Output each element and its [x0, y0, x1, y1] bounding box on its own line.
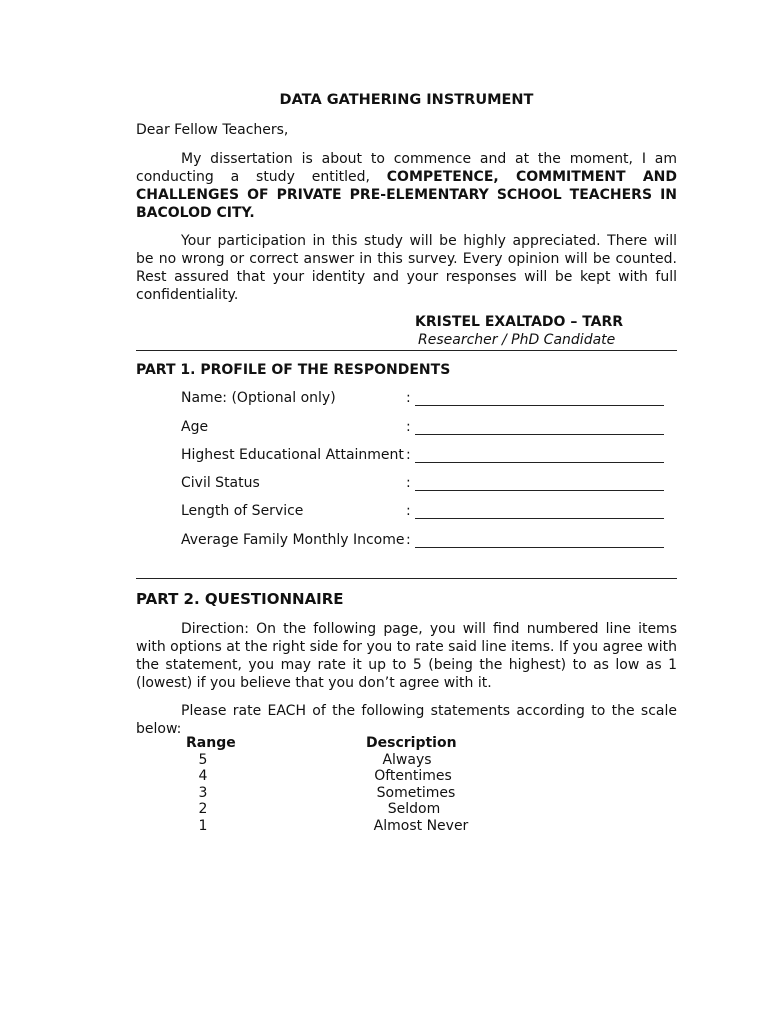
field-colon: : — [406, 475, 411, 491]
field-label-length-of-service: Length of Service — [181, 503, 304, 519]
researcher-name: KRISTEL EXALTADO – TARR — [415, 314, 624, 330]
field-label-income: Average Family Monthly Income — [181, 532, 405, 548]
name-field[interactable] — [415, 391, 664, 406]
scale-range: 4 — [198, 768, 208, 784]
scale-range: 2 — [198, 801, 208, 817]
field-colon: : — [406, 390, 411, 406]
scale-description: Oftentimes — [374, 768, 452, 784]
section-divider — [136, 350, 677, 351]
salutation: Dear Fellow Teachers, — [136, 122, 289, 138]
scale-header-description: Description — [366, 735, 457, 751]
section-divider — [136, 578, 677, 579]
field-label-education: Highest Educational Attainment — [181, 447, 404, 463]
scale-range: 1 — [198, 818, 208, 834]
field-label-civil-status: Civil Status — [181, 475, 260, 491]
direction-paragraph: Direction: On the following page, you will find numbered line items with options at the right side for you to rate said line items. If you agree with the statement, you may rate it up to 5 (being the highest) to as low as 1 (lowest) if you believe that you don’t agree with it. — [136, 621, 677, 691]
researcher-role: Researcher / PhD Candidate — [418, 332, 616, 348]
part2-heading: PART 2. QUESTIONNAIRE — [136, 590, 344, 608]
field-colon: : — [406, 447, 411, 463]
age-field[interactable] — [415, 420, 664, 435]
scale-range: 3 — [198, 785, 208, 801]
scale-range: 5 — [198, 752, 208, 768]
field-colon: : — [406, 532, 411, 548]
field-label-name: Name: (Optional only) — [181, 390, 336, 406]
field-label-age: Age — [181, 419, 209, 435]
scale-description: Almost Never — [373, 818, 469, 834]
scale-description: Always — [382, 752, 432, 768]
intro-text: My dissertation is about to commence and at the moment, I am conducting a study entitled, — [136, 151, 677, 185]
civil-status-field[interactable] — [415, 476, 664, 491]
scale-description: Sometimes — [376, 785, 456, 801]
scale-header-range: Range — [186, 735, 236, 751]
scale-description: Seldom — [387, 801, 441, 817]
intro-paragraph — [136, 150, 677, 222]
study-title: COMPETENCE, COMMITMENT AND CHALLENGES OF PRIVATE PRE-ELEMENTARY SCHOOL TEACHERS IN BACOLOD CITY. — [136, 169, 677, 221]
education-field[interactable] — [415, 448, 664, 463]
field-colon: : — [406, 419, 411, 435]
part1-heading: PART 1. PROFILE OF THE RESPONDENTS — [136, 362, 451, 378]
length-of-service-field[interactable] — [415, 504, 664, 519]
field-colon: : — [406, 503, 411, 519]
income-field[interactable] — [415, 533, 664, 548]
participation-paragraph: Your participation in this study will be highly appreciated. There will be no wrong or correct answer in this survey. Every opinion will be counted. Rest assured that your identity and your responses will be kept with full confidentiality. — [136, 233, 677, 303]
instruction-paragraph: Please rate EACH of the following statements according to the scale below: — [136, 703, 677, 737]
document-title: DATA GATHERING INSTRUMENT — [279, 92, 534, 108]
